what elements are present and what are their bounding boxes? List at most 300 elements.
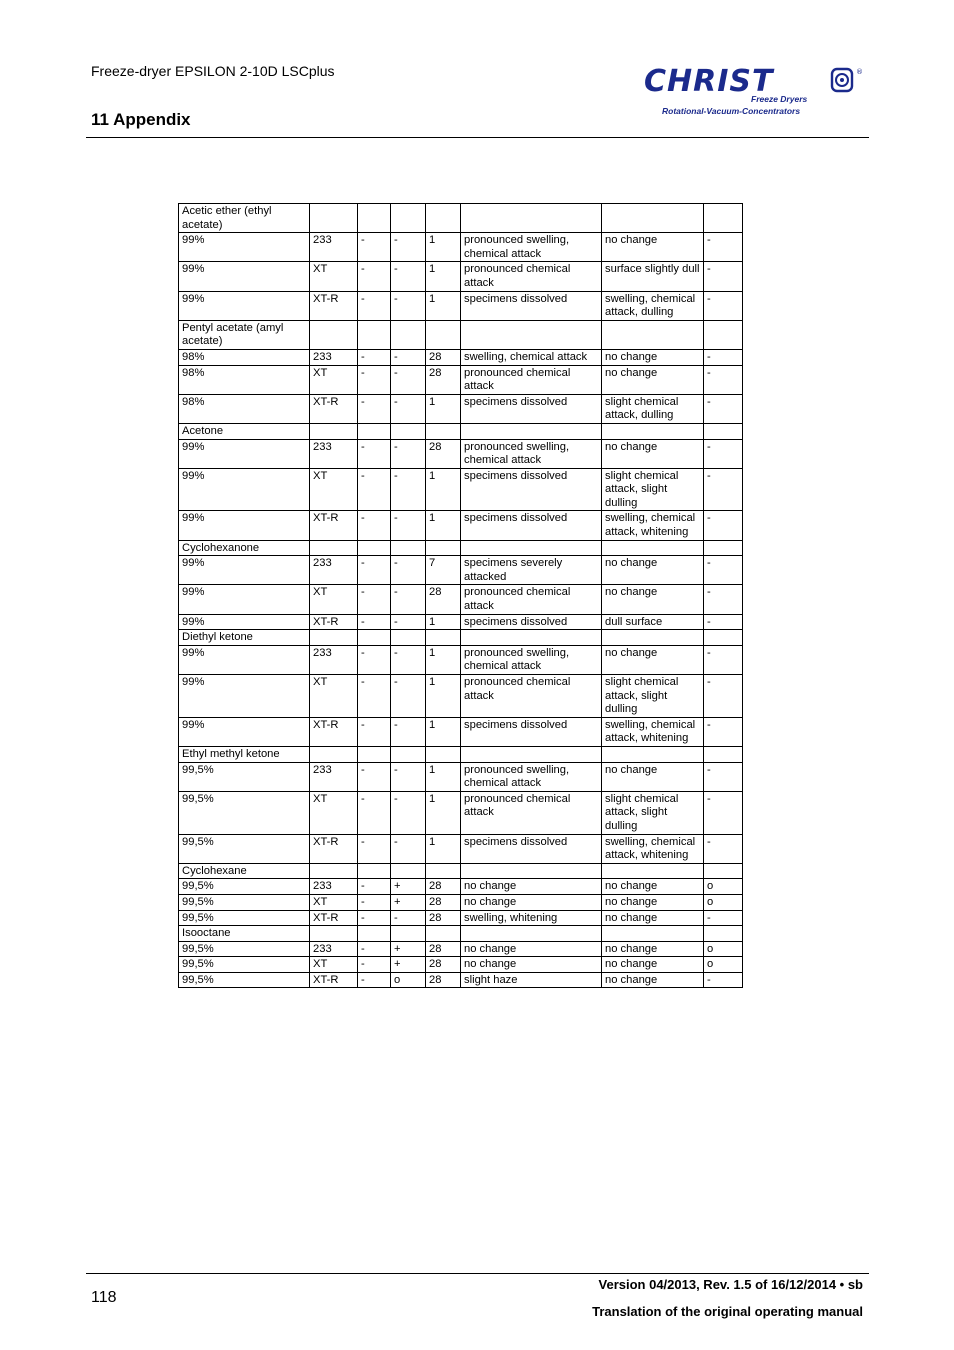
- table-cell: Acetic ether (ethyl acetate): [179, 204, 310, 233]
- table-cell: 233: [310, 762, 358, 791]
- table-cell: [704, 926, 743, 942]
- translation-note: Translation of the original operating manual: [592, 1304, 863, 1319]
- table-cell: 99%: [179, 511, 310, 540]
- table-cell: -: [391, 791, 426, 834]
- table-cell: -: [391, 365, 426, 394]
- table-cell: Pentyl acetate (amyl acetate): [179, 320, 310, 349]
- table-cell: swelling, chemical attack, whitening: [602, 834, 704, 863]
- table-cell: -: [391, 291, 426, 320]
- table-cell: -: [358, 972, 391, 988]
- substance-header-row: [179, 926, 743, 942]
- table-cell: [358, 320, 391, 349]
- table-cell: XT-R: [310, 972, 358, 988]
- table-cell: [461, 204, 602, 233]
- table-row: [179, 957, 743, 973]
- table-cell: +: [391, 894, 426, 910]
- table-cell: swelling, chemical attack, dulling: [602, 291, 704, 320]
- table-cell: [602, 204, 704, 233]
- table-cell: -: [391, 834, 426, 863]
- table-cell: swelling, whitening: [461, 910, 602, 926]
- substance-header-row: [179, 320, 743, 349]
- table-cell: 1: [426, 675, 461, 718]
- table-cell: pronounced chemical attack: [461, 365, 602, 394]
- table-cell: 1: [426, 762, 461, 791]
- table-cell: surface slightly dull: [602, 262, 704, 291]
- table-cell: [310, 204, 358, 233]
- table-cell: no change: [602, 941, 704, 957]
- table-cell: -: [391, 556, 426, 585]
- table-cell: no change: [602, 556, 704, 585]
- table-cell: 98%: [179, 394, 310, 423]
- table-row: [179, 879, 743, 895]
- table-cell: pronounced chemical attack: [461, 585, 602, 614]
- table-cell: 98%: [179, 365, 310, 394]
- table-cell: -: [704, 645, 743, 674]
- logo-subtitle-freeze-dryers: Freeze Dryers: [751, 94, 808, 104]
- table-cell: -: [391, 349, 426, 365]
- table-cell: no change: [461, 894, 602, 910]
- table-cell: 1: [426, 511, 461, 540]
- table-cell: slight chemical attack, slight dulling: [602, 791, 704, 834]
- table-cell: -: [358, 791, 391, 834]
- table-cell: [391, 204, 426, 233]
- table-cell: -: [358, 879, 391, 895]
- table-cell: 28: [426, 349, 461, 365]
- table-cell: [602, 320, 704, 349]
- footer-divider: [86, 1273, 869, 1274]
- table-cell: +: [391, 879, 426, 895]
- table-cell: specimens severely attacked: [461, 556, 602, 585]
- table-cell: [426, 863, 461, 879]
- table-cell: o: [704, 957, 743, 973]
- table-cell: no change: [602, 585, 704, 614]
- table-cell: [461, 630, 602, 646]
- table-cell: no change: [602, 349, 704, 365]
- table-cell: pronounced swelling, chemical attack: [461, 233, 602, 262]
- table-cell: [602, 926, 704, 942]
- table-cell: [358, 926, 391, 942]
- table-cell: -: [391, 762, 426, 791]
- table-cell: XT: [310, 468, 358, 511]
- table-cell: +: [391, 957, 426, 973]
- table-cell: [461, 540, 602, 556]
- table-cell: -: [391, 585, 426, 614]
- table-cell: [602, 423, 704, 439]
- table-cell: -: [704, 717, 743, 746]
- table-cell: pronounced swelling, chemical attack: [461, 439, 602, 468]
- table-row: [179, 717, 743, 746]
- table-cell: -: [358, 957, 391, 973]
- table-cell: 1: [426, 394, 461, 423]
- table-cell: [704, 204, 743, 233]
- table-cell: [602, 630, 704, 646]
- table-cell: 1: [426, 645, 461, 674]
- table-cell: no change: [602, 894, 704, 910]
- table-cell: -: [704, 834, 743, 863]
- table-cell: [704, 540, 743, 556]
- version-info: Version 04/2013, Rev. 1.5 of 16/12/2014 • sb: [598, 1277, 863, 1292]
- table-cell: -: [358, 439, 391, 468]
- table-cell: 1: [426, 791, 461, 834]
- table-cell: 28: [426, 879, 461, 895]
- table-cell: XT: [310, 894, 358, 910]
- table-cell: [426, 423, 461, 439]
- table-cell: XT: [310, 585, 358, 614]
- table-cell: -: [358, 233, 391, 262]
- table-cell: 1: [426, 614, 461, 630]
- table-cell: 99%: [179, 468, 310, 511]
- table-cell: Isooctane: [179, 926, 310, 942]
- table-cell: 99%: [179, 717, 310, 746]
- table-cell: [461, 863, 602, 879]
- table-cell: 99,5%: [179, 879, 310, 895]
- table-cell: -: [358, 394, 391, 423]
- table-row: [179, 439, 743, 468]
- table-cell: XT: [310, 262, 358, 291]
- table-body: [179, 204, 743, 988]
- table-cell: 28: [426, 365, 461, 394]
- table-cell: no change: [602, 439, 704, 468]
- substance-header-row: [179, 746, 743, 762]
- table-row: [179, 910, 743, 926]
- table-cell: XT-R: [310, 717, 358, 746]
- table-cell: +: [391, 941, 426, 957]
- table-cell: pronounced swelling, chemical attack: [461, 645, 602, 674]
- table-cell: [704, 863, 743, 879]
- table-cell: 28: [426, 894, 461, 910]
- table-cell: [358, 630, 391, 646]
- table-cell: [391, 746, 426, 762]
- table-cell: -: [358, 262, 391, 291]
- table-cell: -: [358, 614, 391, 630]
- table-cell: -: [704, 762, 743, 791]
- substance-header-row: [179, 630, 743, 646]
- logo-wordmark: CHRIST: [644, 64, 774, 94]
- table-row: [179, 511, 743, 540]
- table-cell: -: [358, 468, 391, 511]
- table-cell: 99%: [179, 675, 310, 718]
- table-cell: [310, 926, 358, 942]
- table-cell: slight haze: [461, 972, 602, 988]
- table-cell: 1: [426, 468, 461, 511]
- substance-header-row: [179, 423, 743, 439]
- table-cell: Acetone: [179, 423, 310, 439]
- table-row: [179, 262, 743, 291]
- table-cell: [358, 423, 391, 439]
- table-cell: 28: [426, 941, 461, 957]
- table-cell: 99%: [179, 645, 310, 674]
- table-cell: 233: [310, 233, 358, 262]
- logo-subtitle-concentrators: Rotational-Vacuum-Concentrators: [662, 106, 801, 116]
- table-cell: no change: [461, 941, 602, 957]
- table-cell: [391, 320, 426, 349]
- table-cell: XT: [310, 791, 358, 834]
- table-cell: -: [391, 717, 426, 746]
- table-row: [179, 349, 743, 365]
- table-cell: [391, 926, 426, 942]
- table-cell: 233: [310, 349, 358, 365]
- table-cell: 233: [310, 439, 358, 468]
- table-cell: -: [704, 972, 743, 988]
- table-cell: [310, 863, 358, 879]
- table-cell: 233: [310, 645, 358, 674]
- table-cell: pronounced chemical attack: [461, 262, 602, 291]
- table-cell: -: [391, 439, 426, 468]
- table-cell: XT-R: [310, 834, 358, 863]
- table-cell: no change: [602, 879, 704, 895]
- table-cell: XT: [310, 957, 358, 973]
- table-cell: 99,5%: [179, 894, 310, 910]
- table-row: [179, 233, 743, 262]
- table-cell: 1: [426, 291, 461, 320]
- table-cell: [310, 630, 358, 646]
- table-cell: [704, 423, 743, 439]
- table-cell: 1: [426, 717, 461, 746]
- table-cell: -: [704, 468, 743, 511]
- table-cell: -: [704, 675, 743, 718]
- table-cell: [310, 320, 358, 349]
- table-cell: -: [704, 791, 743, 834]
- table-cell: no change: [602, 762, 704, 791]
- table-row: [179, 556, 743, 585]
- table-cell: 28: [426, 910, 461, 926]
- table-cell: no change: [461, 879, 602, 895]
- table-cell: XT: [310, 675, 358, 718]
- table-cell: 99,5%: [179, 910, 310, 926]
- table-cell: -: [704, 910, 743, 926]
- table-cell: [358, 540, 391, 556]
- table-cell: [602, 540, 704, 556]
- table-cell: specimens dissolved: [461, 717, 602, 746]
- document-title: Freeze-dryer EPSILON 2-10D LSCplus: [91, 63, 335, 79]
- table-cell: -: [391, 645, 426, 674]
- table-cell: [310, 540, 358, 556]
- table-cell: 99%: [179, 291, 310, 320]
- substance-header-row: [179, 540, 743, 556]
- table-cell: XT-R: [310, 511, 358, 540]
- registered-mark: ®: [856, 68, 863, 76]
- chemical-resistance-table: [178, 203, 743, 988]
- table-cell: no change: [602, 957, 704, 973]
- table-cell: [426, 320, 461, 349]
- table-row: [179, 291, 743, 320]
- table-cell: -: [358, 291, 391, 320]
- table-row: [179, 972, 743, 988]
- table-cell: 99,5%: [179, 941, 310, 957]
- table-cell: -: [704, 614, 743, 630]
- table-cell: no change: [461, 957, 602, 973]
- table-cell: [426, 204, 461, 233]
- table-row: [179, 791, 743, 834]
- table-cell: 99,5%: [179, 791, 310, 834]
- table-cell: [426, 630, 461, 646]
- table-cell: XT-R: [310, 614, 358, 630]
- table-cell: -: [391, 262, 426, 291]
- table-cell: -: [358, 894, 391, 910]
- table-cell: -: [358, 834, 391, 863]
- christ-logo-icon: [640, 64, 870, 94]
- table-cell: 1: [426, 262, 461, 291]
- page-number: 118: [91, 1289, 117, 1306]
- table-cell: [358, 863, 391, 879]
- table-cell: -: [704, 439, 743, 468]
- table-cell: no change: [602, 910, 704, 926]
- table-cell: [461, 320, 602, 349]
- table-cell: dull surface: [602, 614, 704, 630]
- table-cell: -: [358, 349, 391, 365]
- table-cell: -: [358, 365, 391, 394]
- table-cell: -: [704, 585, 743, 614]
- table-cell: XT-R: [310, 394, 358, 423]
- table-cell: specimens dissolved: [461, 511, 602, 540]
- table-cell: -: [704, 349, 743, 365]
- table-cell: [358, 204, 391, 233]
- table-cell: swelling, chemical attack: [461, 349, 602, 365]
- table-cell: 1: [426, 834, 461, 863]
- table-cell: Cyclohexanone: [179, 540, 310, 556]
- table-row: [179, 834, 743, 863]
- table-cell: no change: [602, 233, 704, 262]
- table-cell: 28: [426, 972, 461, 988]
- table-cell: specimens dissolved: [461, 614, 602, 630]
- table-cell: slight chemical attack, slight dulling: [602, 468, 704, 511]
- table-cell: -: [358, 717, 391, 746]
- table-cell: o: [704, 941, 743, 957]
- table-cell: -: [358, 556, 391, 585]
- table-cell: swelling, chemical attack, whitening: [602, 717, 704, 746]
- table-row: [179, 394, 743, 423]
- table-cell: [391, 423, 426, 439]
- table-cell: [426, 746, 461, 762]
- table-cell: -: [391, 614, 426, 630]
- table-cell: -: [704, 291, 743, 320]
- table-cell: pronounced chemical attack: [461, 675, 602, 718]
- table-cell: 99%: [179, 556, 310, 585]
- table-cell: 233: [310, 879, 358, 895]
- table-cell: -: [358, 511, 391, 540]
- table-cell: Diethyl ketone: [179, 630, 310, 646]
- table-cell: [358, 746, 391, 762]
- substance-header-row: [179, 863, 743, 879]
- table-cell: [310, 746, 358, 762]
- table-cell: 99%: [179, 585, 310, 614]
- table-cell: specimens dissolved: [461, 394, 602, 423]
- table-cell: -: [704, 233, 743, 262]
- table-cell: specimens dissolved: [461, 468, 602, 511]
- table-cell: [426, 926, 461, 942]
- table-cell: XT-R: [310, 291, 358, 320]
- table-cell: pronounced swelling, chemical attack: [461, 762, 602, 791]
- table-cell: 99,5%: [179, 972, 310, 988]
- table-cell: -: [358, 675, 391, 718]
- table-cell: [461, 926, 602, 942]
- table-cell: o: [391, 972, 426, 988]
- table-row: [179, 941, 743, 957]
- header-divider: [86, 137, 869, 138]
- table-cell: no change: [602, 972, 704, 988]
- table-row: [179, 585, 743, 614]
- table-cell: -: [704, 365, 743, 394]
- table-cell: -: [391, 468, 426, 511]
- table-cell: -: [391, 511, 426, 540]
- table-cell: -: [704, 511, 743, 540]
- table-cell: specimens dissolved: [461, 834, 602, 863]
- table-cell: Ethyl methyl ketone: [179, 746, 310, 762]
- table-cell: [602, 746, 704, 762]
- table-cell: 233: [310, 941, 358, 957]
- table-cell: -: [391, 910, 426, 926]
- table-cell: XT: [310, 365, 358, 394]
- table-cell: no change: [602, 365, 704, 394]
- table-cell: -: [358, 910, 391, 926]
- table-cell: -: [391, 394, 426, 423]
- table-cell: -: [704, 556, 743, 585]
- table-row: [179, 645, 743, 674]
- table-cell: 233: [310, 556, 358, 585]
- table-cell: [704, 630, 743, 646]
- table-cell: 99%: [179, 614, 310, 630]
- table-cell: 7: [426, 556, 461, 585]
- table-cell: swelling, chemical attack, whitening: [602, 511, 704, 540]
- table-cell: [461, 746, 602, 762]
- table-cell: 1: [426, 233, 461, 262]
- table-cell: [391, 630, 426, 646]
- table-cell: -: [391, 675, 426, 718]
- table-cell: pronounced chemical attack: [461, 791, 602, 834]
- table-cell: -: [358, 762, 391, 791]
- table-cell: specimens dissolved: [461, 291, 602, 320]
- table-cell: Cyclohexane: [179, 863, 310, 879]
- table-cell: -: [358, 941, 391, 957]
- table-row: [179, 468, 743, 511]
- table-row: [179, 762, 743, 791]
- table-cell: -: [358, 585, 391, 614]
- table-row: [179, 675, 743, 718]
- table-cell: 99,5%: [179, 834, 310, 863]
- table-cell: [704, 746, 743, 762]
- table-cell: XT-R: [310, 910, 358, 926]
- table-cell: [461, 423, 602, 439]
- table-cell: 99,5%: [179, 957, 310, 973]
- table-cell: [704, 320, 743, 349]
- table-row: [179, 894, 743, 910]
- table-cell: no change: [602, 645, 704, 674]
- table-cell: 98%: [179, 349, 310, 365]
- table-row: [179, 365, 743, 394]
- table-cell: -: [358, 645, 391, 674]
- table-cell: 28: [426, 439, 461, 468]
- table-cell: [310, 423, 358, 439]
- table-cell: -: [704, 394, 743, 423]
- table-row: [179, 614, 743, 630]
- table-cell: 99%: [179, 233, 310, 262]
- table-cell: -: [704, 262, 743, 291]
- table-cell: o: [704, 879, 743, 895]
- table-cell: 99%: [179, 439, 310, 468]
- table-cell: [602, 863, 704, 879]
- section-heading: 11 Appendix: [91, 110, 191, 129]
- table-cell: slight chemical attack, slight dulling: [602, 675, 704, 718]
- table-cell: -: [391, 233, 426, 262]
- table-cell: [391, 540, 426, 556]
- table-cell: 28: [426, 957, 461, 973]
- table-cell: slight chemical attack, dulling: [602, 394, 704, 423]
- substance-header-row: [179, 204, 743, 233]
- table-cell: 99,5%: [179, 762, 310, 791]
- table-cell: [426, 540, 461, 556]
- table-cell: 28: [426, 585, 461, 614]
- table-cell: [391, 863, 426, 879]
